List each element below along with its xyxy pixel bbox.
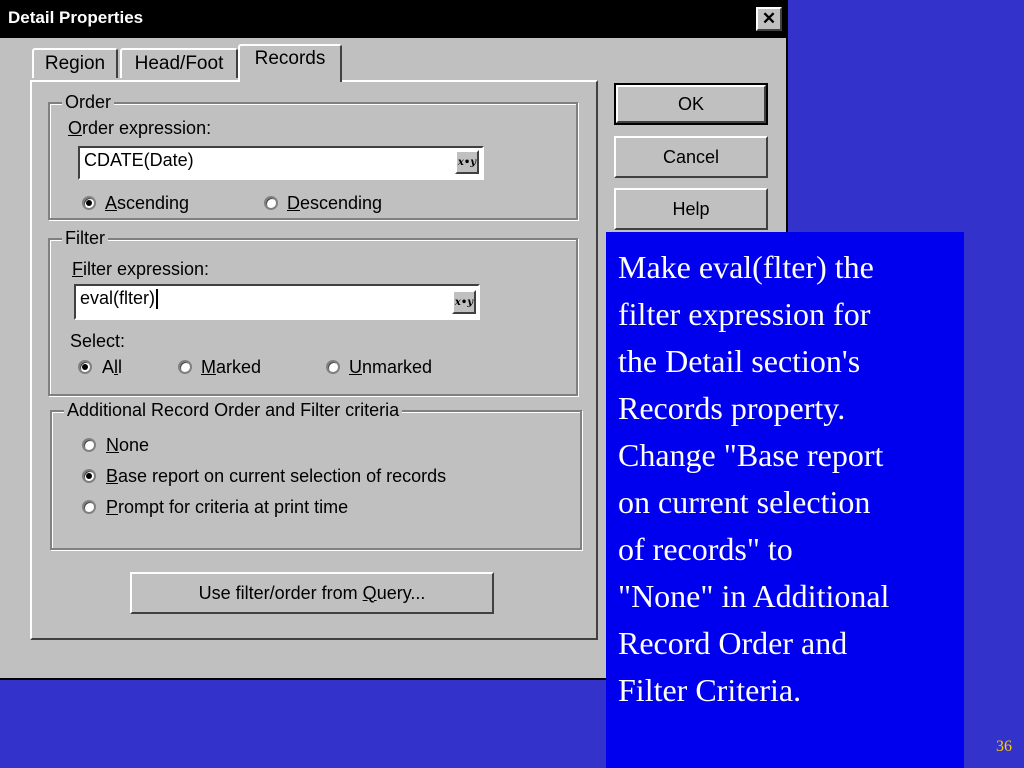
select-label: Select: [70, 331, 126, 351]
tab-head-foot-label: Head/Foot [134, 53, 224, 74]
title-bar[interactable] [0, 0, 786, 38]
callout-line: the Detail section's [618, 343, 861, 379]
ok-button-label: OK [677, 93, 704, 114]
select-unmarked-radio[interactable] [326, 360, 340, 374]
order-expression-label: Order expression: [68, 118, 212, 138]
radio-selected-dot [82, 364, 88, 370]
ok-button[interactable] [616, 85, 766, 123]
select-marked-label[interactable]: Marked [201, 357, 262, 377]
use-filter-order-from-query-button[interactable] [130, 572, 494, 614]
additional-base-report-radio[interactable] [82, 469, 96, 483]
help-button-label: Help [672, 198, 710, 219]
callout-line: Filter Criteria. [618, 672, 802, 708]
close-button[interactable] [756, 7, 782, 31]
select-unmarked-label[interactable]: Unmarked [349, 357, 433, 377]
expression-builder-icon: x•y [457, 156, 477, 168]
callout-line: Change "Base report [618, 437, 884, 473]
filter-legend: Filter [62, 229, 108, 247]
text-cursor [156, 289, 158, 309]
filter-expression-input[interactable] [74, 284, 480, 320]
callout-line: "None" in Additional [618, 578, 890, 614]
order-expression-builder-button[interactable] [455, 150, 479, 174]
descending-radio[interactable] [264, 196, 278, 210]
callout-line: Record Order and [618, 625, 848, 661]
additional-criteria-legend: Additional Record Order and Filter criteria [64, 401, 402, 419]
ascending-radio[interactable] [82, 196, 96, 210]
close-icon: ✕ [761, 9, 777, 28]
callout-line: Records property. [618, 390, 846, 426]
callout-line: Make eval(flter) the [618, 249, 874, 285]
radio-selected-dot [86, 200, 92, 206]
callout-line: filter expression for [618, 296, 871, 332]
callout-line: on current selection [618, 484, 871, 520]
instruction-callout [606, 232, 964, 768]
help-button[interactable] [614, 188, 768, 230]
tab-head-foot[interactable] [120, 48, 238, 78]
cancel-button[interactable] [614, 136, 768, 178]
tab-records-label: Records [254, 48, 326, 69]
select-all-label[interactable]: All [102, 357, 123, 377]
ascending-label[interactable]: Ascending [105, 193, 190, 213]
order-expression-input[interactable] [78, 146, 484, 180]
order-legend: Order [62, 93, 114, 111]
select-marked-radio[interactable] [178, 360, 192, 374]
expression-builder-icon: x•y [454, 296, 474, 308]
additional-none-radio[interactable] [82, 438, 96, 452]
filter-expression-value: eval(flter) [80, 288, 156, 308]
additional-none-label[interactable]: None [106, 435, 150, 455]
callout-line: of records" to [618, 531, 793, 567]
additional-prompt-label[interactable]: Prompt for criteria at print time [106, 497, 349, 517]
page-number: 36 [996, 738, 1012, 755]
filter-expression-builder-button[interactable] [452, 290, 476, 314]
descending-label[interactable]: Descending [287, 193, 383, 213]
tab-region[interactable] [32, 48, 118, 78]
tab-records[interactable] [238, 44, 342, 82]
cancel-button-label: Cancel [662, 146, 720, 167]
window-title: Detail Properties [8, 8, 144, 27]
query-button-label: Use filter/order from Query... [198, 582, 426, 603]
select-all-radio[interactable] [78, 360, 92, 374]
tab-region-label: Region [44, 53, 106, 74]
order-expression-value: CDATE(Date) [84, 150, 194, 170]
radio-selected-dot [86, 473, 92, 479]
additional-base-report-label[interactable]: Base report on current selection of records [106, 466, 447, 486]
additional-prompt-radio[interactable] [82, 500, 96, 514]
filter-expression-label: Filter expression: [72, 259, 210, 279]
